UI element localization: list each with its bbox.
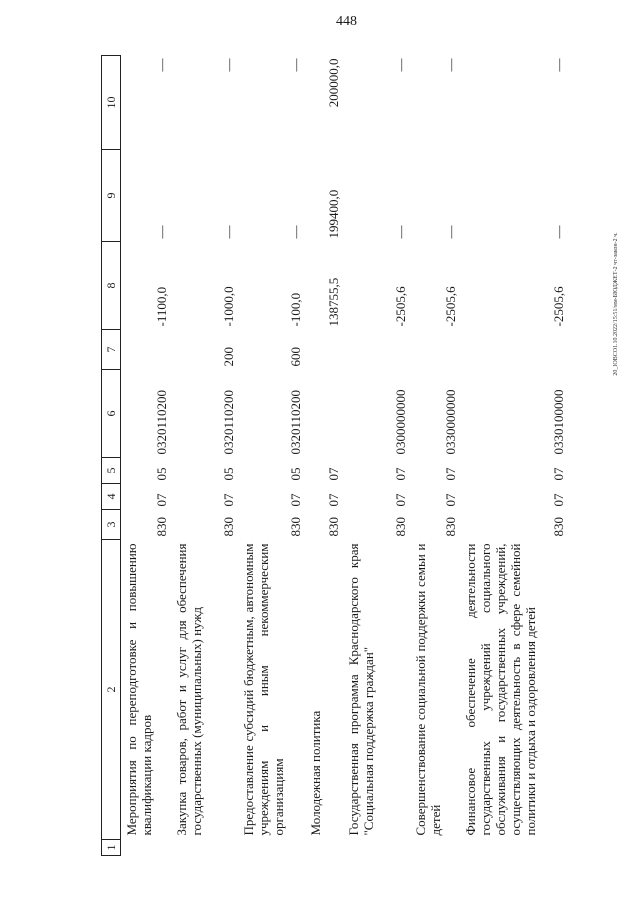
header-col-10: 10	[102, 56, 121, 150]
cell-col-9: 199400,0	[325, 189, 341, 239]
table-row	[171, 56, 238, 856]
cell-col-2: Закупка товаров, работ и услуг для обеспечения государственных (муниципальных) нужд	[173, 543, 204, 836]
cell-col-2: Мероприятия по переподготовке и повышению квалификации кадров	[124, 543, 154, 836]
cell-col-3: 830	[392, 517, 408, 537]
cell-col-8: -2505,6	[392, 286, 408, 327]
cell-col-10: —	[550, 58, 566, 72]
cell-col-4: 07	[287, 493, 303, 507]
cell-col-7	[305, 330, 343, 370]
cell-col-1	[121, 840, 171, 856]
table-row	[305, 56, 343, 856]
cell-col-10: —	[442, 58, 458, 72]
table-row	[410, 56, 460, 856]
cell-col-8: -1000,0	[220, 286, 236, 327]
cell-col-7	[343, 330, 410, 370]
budget-table	[101, 56, 589, 856]
cell-col-4: 07	[220, 493, 236, 507]
cell-col-7: 600	[287, 347, 303, 367]
cell-col-5: 07	[392, 467, 408, 481]
header-col-1: 1	[102, 840, 121, 856]
cell-col-1	[460, 840, 568, 856]
cell-col-8: -1100,0	[153, 286, 169, 327]
cell-col-5: 07	[325, 467, 341, 481]
cell-col-5: 07	[442, 467, 458, 481]
cell-col-2: Совершенствование социальной поддержки семьи и детей	[412, 543, 443, 836]
cell-col-1	[171, 840, 238, 856]
cell-col-10: —	[220, 58, 236, 72]
cell-col-5: 05	[287, 467, 303, 481]
header-col-9: 9	[102, 150, 121, 242]
table-body	[121, 56, 568, 856]
header-col-5: 5	[102, 458, 121, 484]
cell-col-6: 0330100000	[550, 389, 566, 455]
cell-col-1	[343, 840, 410, 856]
footer-text: 20_IOBCO1.10.2022/15:51/мм-БЮДЖЕТ-2 чт-закон-2 ч.	[613, 232, 619, 376]
cell-col-1	[410, 840, 460, 856]
table-row	[343, 56, 410, 856]
cell-col-6	[305, 370, 343, 458]
cell-col-7	[121, 330, 171, 370]
header-col-4: 4	[102, 484, 121, 510]
header-col-7: 7	[102, 330, 121, 370]
cell-col-1	[238, 840, 305, 856]
cell-col-2: Молодежная политика	[307, 710, 323, 836]
cell-col-6: 0320110200	[153, 389, 169, 455]
cell-col-10: —	[153, 58, 169, 72]
header-col-3: 3	[102, 510, 121, 540]
cell-col-5: 05	[220, 467, 236, 481]
cell-col-8: -2505,6	[550, 286, 566, 327]
cell-col-5: 05	[153, 467, 169, 481]
cell-col-1	[305, 840, 343, 856]
cell-col-3: 830	[153, 517, 169, 537]
cell-col-5: 07	[550, 467, 566, 481]
cell-col-4: 07	[325, 493, 341, 507]
cell-col-2: Государственная программа Краснодарского края "Социальная поддержка граждан"	[345, 543, 376, 836]
table-row	[460, 56, 568, 856]
cell-col-6: 0320110200	[220, 389, 236, 455]
table-row	[238, 56, 305, 856]
cell-col-9: —	[153, 225, 169, 239]
cell-col-3: 830	[287, 517, 303, 537]
cell-col-4: 07	[442, 493, 458, 507]
header-col-6: 6	[102, 370, 121, 458]
cell-col-7	[410, 330, 460, 370]
cell-col-2: Финансовое обеспечение деятельности государственных учреждений социального обслуживания и государственных учреждений, осуществляющих деятельность в сфере семейной политики и отдыха и оздоровления детей	[462, 543, 538, 836]
cell-col-10: 200000,0	[325, 58, 341, 108]
cell-col-8: -2505,6	[442, 286, 458, 327]
cell-col-3: 830	[220, 517, 236, 537]
table-header-row	[102, 56, 121, 856]
table-row	[121, 56, 171, 856]
header-col-2: 2	[102, 540, 121, 840]
header-col-8: 8	[102, 242, 121, 330]
cell-col-7	[460, 330, 568, 370]
cell-col-6: 0320110200	[287, 389, 303, 455]
rotated-table-wrapper	[101, 56, 640, 851]
cell-col-4: 07	[550, 493, 566, 507]
cell-col-4: 07	[392, 493, 408, 507]
cell-col-7: 200	[220, 347, 236, 367]
cell-col-4: 07	[153, 493, 169, 507]
cell-col-6: 0330000000	[442, 389, 458, 455]
cell-col-10: —	[392, 58, 408, 72]
budget-table-grid	[101, 55, 568, 856]
cell-col-2: Предоставление субсидий бюджетным, автономным учреждениям и иным некоммерческим организациям	[240, 543, 286, 836]
cell-col-9: —	[220, 225, 236, 239]
page-number: 448	[336, 14, 357, 29]
cell-col-3: 830	[442, 517, 458, 537]
cell-col-6: 0300000000	[392, 389, 408, 455]
cell-col-9: —	[287, 225, 303, 239]
cell-col-9: —	[550, 225, 566, 239]
cell-col-3: 830	[325, 517, 341, 537]
cell-col-9: —	[392, 225, 408, 239]
cell-col-8: -100,0	[287, 292, 303, 327]
cell-col-3: 830	[550, 517, 566, 537]
cell-col-9: —	[442, 225, 458, 239]
cell-col-8: 138755,5	[325, 277, 341, 327]
cell-col-10: —	[287, 58, 303, 72]
